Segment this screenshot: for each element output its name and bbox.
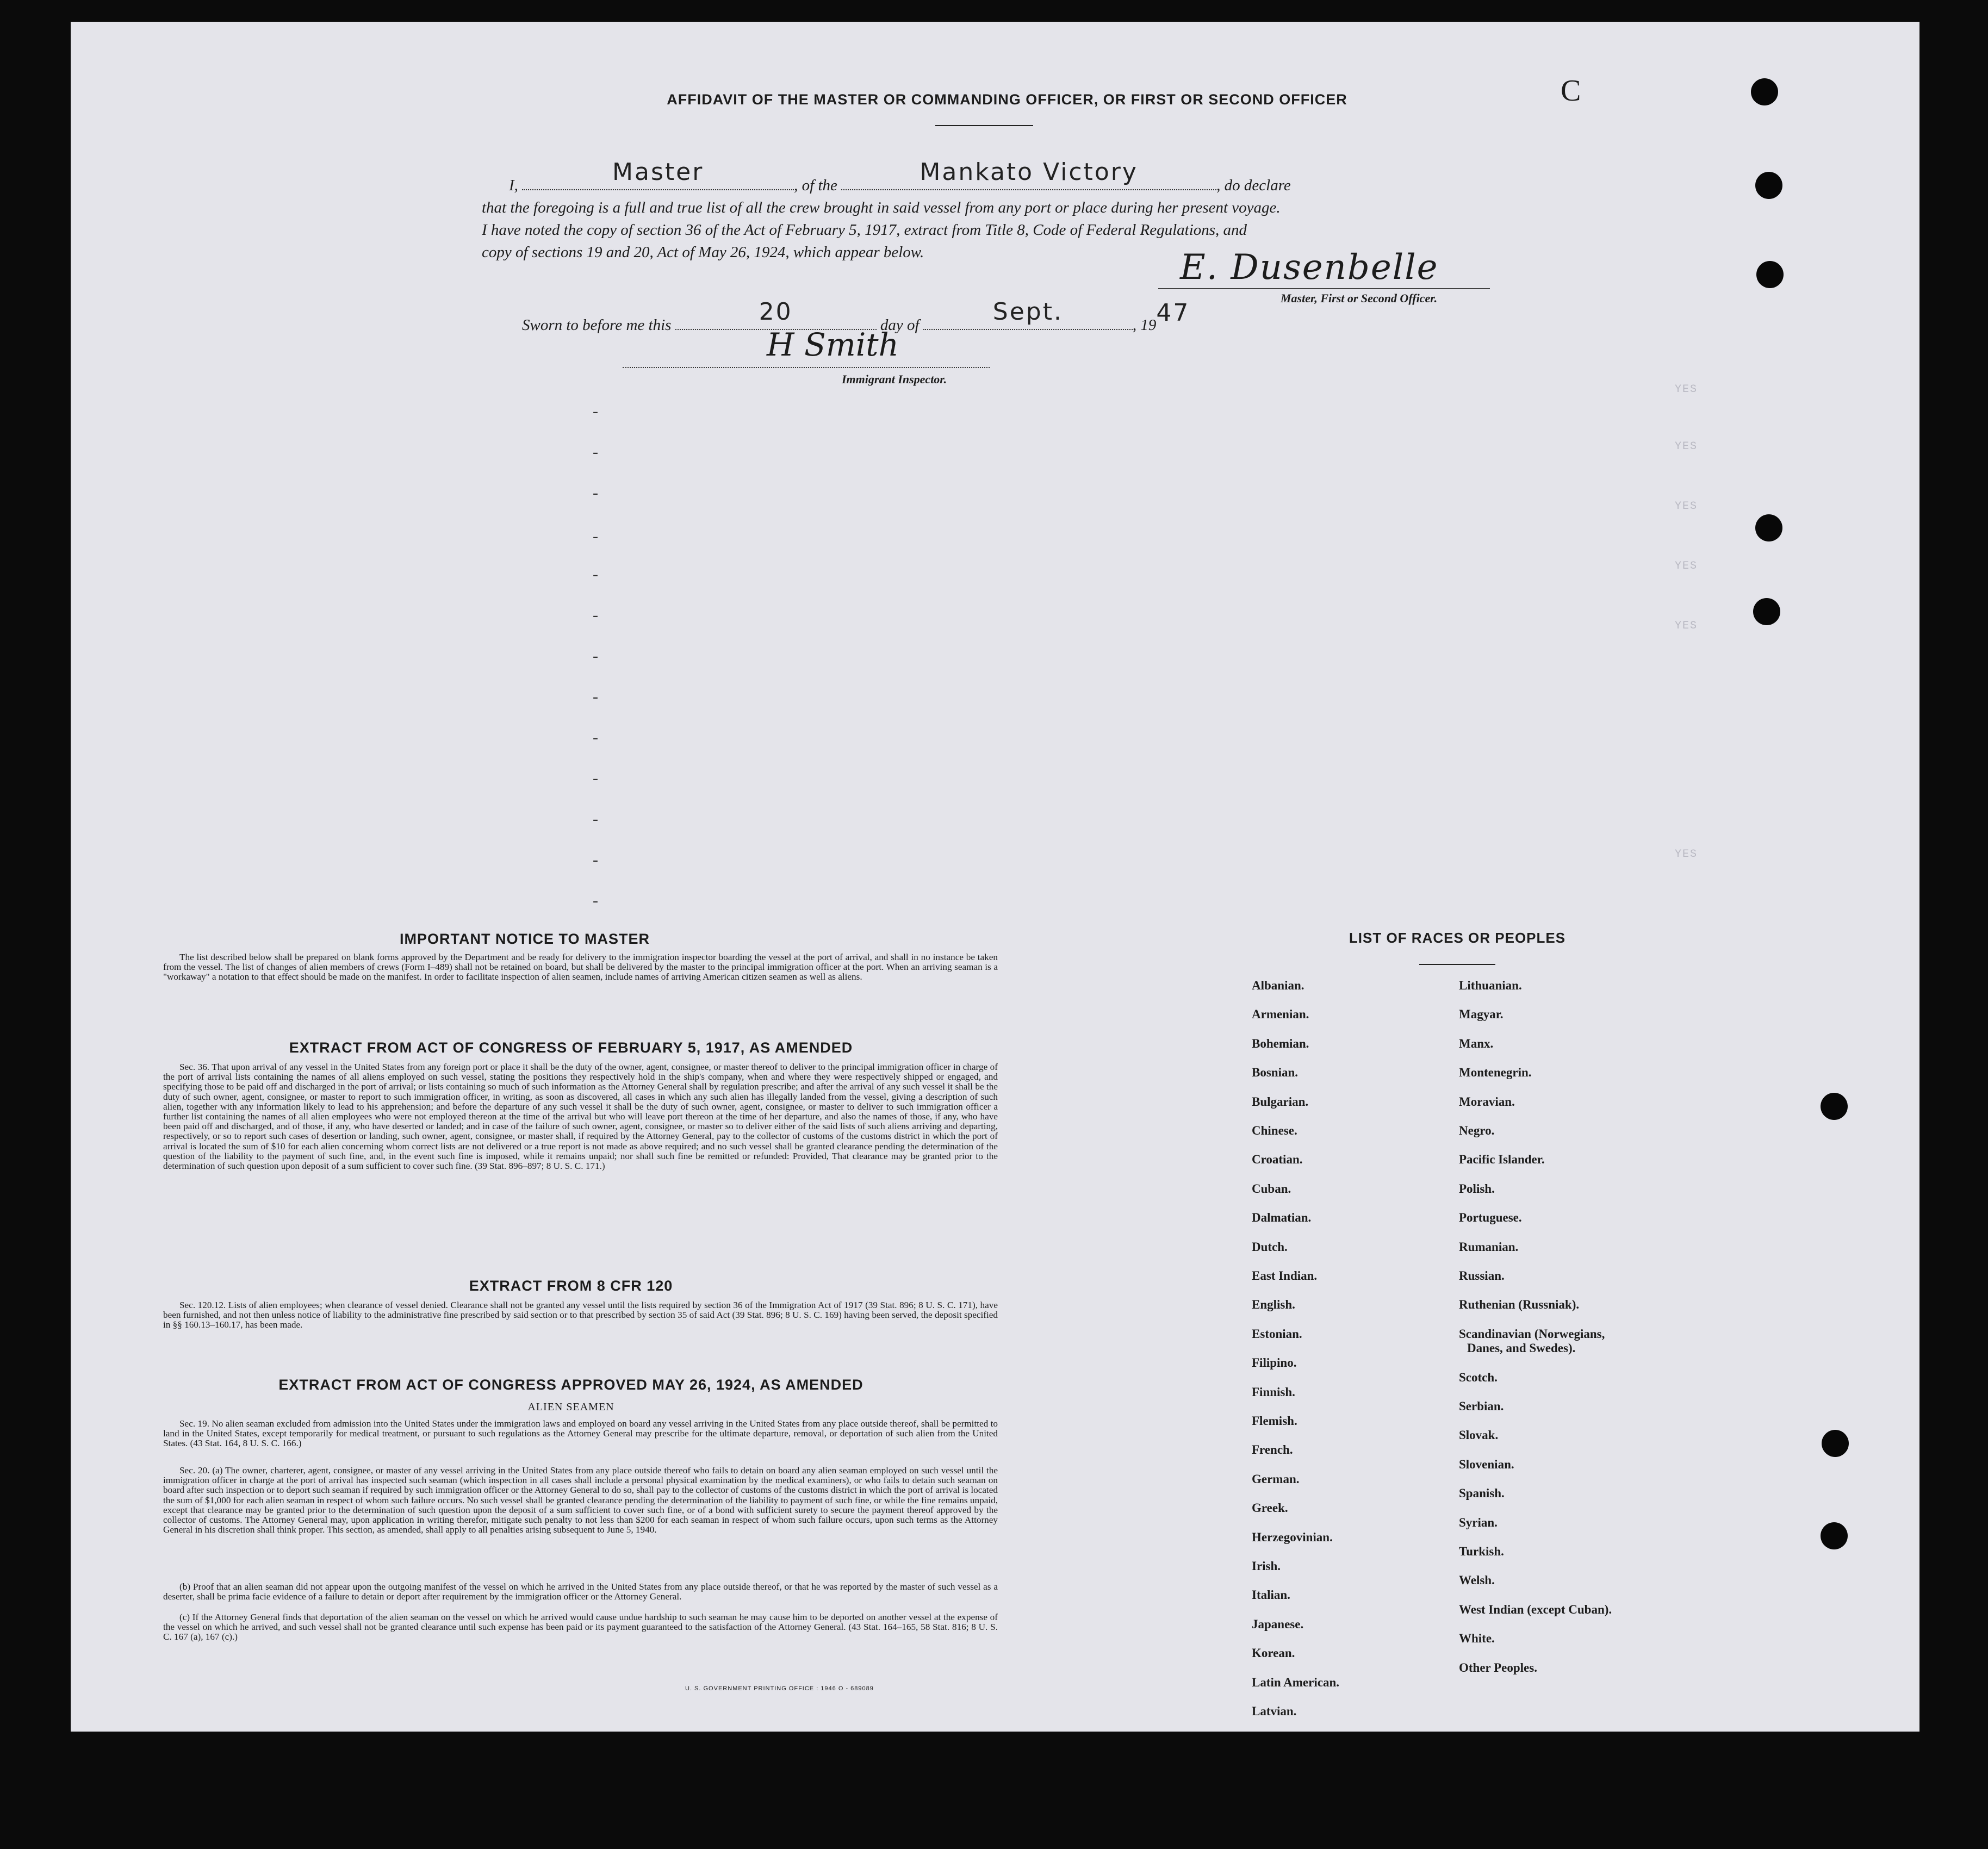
affidavit-title: AFFIDAVIT OF THE MASTER OR COMMANDING OFFICER, OR FIRST OR SECOND OFFICER xyxy=(667,91,1347,108)
dash-mark: - xyxy=(593,769,598,787)
race-item: Herzegovinian. xyxy=(1252,1530,1333,1544)
race-item: Albanian. xyxy=(1252,979,1304,992)
sworn-day-handwritten: 20 xyxy=(759,298,793,326)
bleed-through-text: YES xyxy=(1675,620,1698,632)
sworn-month-field xyxy=(923,298,1133,330)
race-item: Scotch. xyxy=(1459,1370,1498,1384)
race-item: Korean. xyxy=(1252,1646,1295,1660)
extract-1924-sec20b: (b) Proof that an alien seaman did not appear upon the outgoing manifest of the vessel on which he arrived in the United States from any place outside thereof, or that he was reported by the master of such vessel as a deserter, shall be prima facie evidence of a failure to detain or deport after requirement by the immigration officer or the Attorney General. xyxy=(163,1582,998,1602)
dash-mark: - xyxy=(593,402,598,420)
race-item: West Indian (except Cuban). xyxy=(1459,1602,1612,1616)
race-item: Bosnian. xyxy=(1252,1066,1299,1080)
race-item: French. xyxy=(1252,1443,1293,1457)
races-title-rule xyxy=(1419,964,1495,965)
declaration-line-2: that the foregoing is a full and true list of all the crew brought in said vessel from any port or place during her present voyage. xyxy=(482,199,1281,216)
race-item: Russian. xyxy=(1459,1269,1505,1283)
notice-body: The list described below shall be prepared on blank forms approved by the Department and be ready for delivery to the immigration inspector boarding the vessel at the port of arrival, and shall in no instance be taken from the vessel. The list of changes of alien members of crews (Form I–489) shall not be retained on board, but shall be delivered by the master to the principal immigration officer at the port. When an arriving seaman is a "workaway" a notation to that effect should be made on the manifest. In order to facilitate inspection of alien seamen, include names of arriving American citizen seamen as well as aliens. xyxy=(163,952,998,982)
master-signature: E. Dusenbelle xyxy=(1180,247,1439,288)
dash-mark: - xyxy=(593,851,598,869)
extract-1924-sec20a: Sec. 20. (a) The owner, charterer, agent, consignee, or master of any vessel arriving in the United States from any place outside thereof who fails to detain on board any alien seaman employed on such vessel until the immigration officer in charge at the port of arrival has inspected such seaman (which inspection in all cases shall include a personal physical examination by the medical examiners), or who fails to detain such seaman on board after such inspection or to deport such seaman if required by such immigration officer or the Attorney General to do so, shall pay to the collector of customs of the customs district in which the port of arrival is located the sum of $1,000 for each alien seaman in respect of whom such failure occurs. No such vessel shall be granted clearance pending the determination of the liability to payment of such fine, or while the fine remains unpaid, except that clearance may be granted prior to the determination of such question upon the deposit of a sum sufficient to cover such fine, or of a bond with sufficient surety to secure the payment thereof approved by the collector of customs. The Attorney General may, upon application in writing therefor, mitigate such penalty to not less than $200 for each seaman in respect of whom such failure occurs, upon such terms as the Attorney General in his discretion shall think proper. This section, as amended, shall apply to all penalties arising subsequent to June 5, 1940. xyxy=(163,1465,998,1535)
race-item: Rumanian. xyxy=(1459,1240,1519,1254)
race-item: Croatian. xyxy=(1252,1153,1303,1167)
race-item: Manx. xyxy=(1459,1036,1494,1050)
dash-mark: - xyxy=(593,810,598,828)
race-item: Lithuanian. xyxy=(1459,979,1522,992)
race-item: Dalmatian. xyxy=(1252,1211,1312,1225)
extract-1924-title: EXTRACT FROM ACT OF CONGRESS APPROVED MAY 26, 1924, AS AMENDED xyxy=(278,1377,863,1393)
race-item: Slovak. xyxy=(1459,1428,1499,1442)
year-prefix: , 19 xyxy=(1132,316,1157,334)
race-item: Latin American. xyxy=(1252,1675,1339,1689)
dash-mark: - xyxy=(593,527,598,545)
bleed-through-text: YES xyxy=(1675,500,1698,513)
sworn-year-field xyxy=(1156,299,1190,330)
dash-mark: - xyxy=(593,565,598,583)
race-item: Cuban. xyxy=(1252,1181,1291,1196)
race-item: Chinese. xyxy=(1252,1124,1297,1137)
of-the-label: , of the xyxy=(794,177,837,194)
race-item: Slovenian. xyxy=(1459,1457,1514,1471)
punch-hole xyxy=(1753,598,1780,625)
race-item: Pacific Islander. xyxy=(1459,1153,1545,1167)
extract-1924-sec19: Sec. 19. No alien seaman excluded from admission into the United States under the immigration laws and employed on board any vessel arriving in the United States from any place outside thereof, shall be permitted to land in the United States, except temporarily for medical treatment, or pursuant to such regulations as the Attorney General may prescribe for the ultimate departure, removal, or deportation of such alien from the United States. (43 Stat. 164, 8 U. S. C. 166.) xyxy=(163,1418,998,1449)
dash-mark: - xyxy=(593,606,598,624)
extract-1924-subtitle: ALIEN SEAMEN xyxy=(527,1401,614,1413)
extract-cfr-body: Sec. 120.12. Lists of alien employees; when clearance of vessel denied. Clearance shall not be granted any vessel until the lists required by section 36 of the Immigration Act of 1917 (39 Stat. 896; 8 U. S. C. 171), have been furnished, and not then unless notice of liability to the administrative fine prescribed by said section or to that prescribed by section 35 of said Act (39 Stat. 896; 8 U. S. C. 169) having been served, the deposit specified in §§ 160.13–160.17, has been made. xyxy=(163,1300,998,1330)
dash-mark: - xyxy=(593,729,598,746)
vessel-name-handwritten: Mankato Victory xyxy=(920,158,1138,186)
race-item: Spanish. xyxy=(1459,1486,1505,1501)
extract-1924-sec20c: (c) If the Attorney General finds that deportation of the alien seaman on the vessel on which he arrived would cause undue hardship to such seaman he may cause him to be deported on another vessel at the expense of the vessel on which he arrived, and such vessel shall not be granted clearance until such expense has been paid or its payment guaranteed to the satisfaction of the Attorney General. (43 Stat. 164–165, 58 Stat. 816; 8 U. S. C. 167 (a), 167 (c).) xyxy=(163,1612,998,1642)
race-item: Latvian. xyxy=(1252,1704,1297,1718)
extract-1917-title: EXTRACT FROM ACT OF CONGRESS OF FEBRUARY 5, 1917, AS AMENDED xyxy=(289,1039,853,1056)
dash-mark: - xyxy=(593,892,598,910)
declaration-line-4: copy of sections 19 and 20, Act of May 26, 1924, which appear below. xyxy=(482,244,924,261)
race-item: Negro. xyxy=(1459,1124,1495,1137)
sworn-month-handwritten: Sept. xyxy=(992,298,1063,326)
declaration-line-1 xyxy=(482,158,1564,197)
race-item: Turkish. xyxy=(1459,1545,1504,1558)
decl-suffix: , do declare xyxy=(1216,177,1291,194)
race-item: Other Peoples. xyxy=(1459,1660,1537,1674)
corner-mark: C xyxy=(1561,74,1581,108)
race-item: Serbian. xyxy=(1459,1399,1504,1413)
punch-hole xyxy=(1821,1093,1848,1120)
race-item: Armenian. xyxy=(1252,1007,1309,1022)
race-item: Bulgarian. xyxy=(1252,1094,1309,1109)
decl-prefix: I, xyxy=(509,177,518,194)
punch-hole xyxy=(1755,172,1782,199)
punch-hole xyxy=(1756,261,1784,288)
race-item: Ruthenian (Russniak). xyxy=(1459,1298,1580,1312)
race-item: Syrian. xyxy=(1459,1515,1498,1529)
bleed-through-text: YES xyxy=(1675,440,1698,453)
vessel-name-field xyxy=(841,158,1216,190)
race-item: Irish. xyxy=(1252,1559,1281,1573)
day-of-label: day of xyxy=(880,316,920,334)
officer-rank-handwritten: Master xyxy=(612,158,704,186)
bleed-through-text: YES xyxy=(1675,848,1698,861)
dash-mark: - xyxy=(593,688,598,706)
sworn-year-handwritten: 47 xyxy=(1156,299,1190,327)
dash-mark: - xyxy=(593,484,598,502)
race-item: Danes, and Swedes). xyxy=(1467,1341,1576,1355)
extract-1917-body: Sec. 36. That upon arrival of any vessel in the United States from any foreign port or place it shall be the duty of the owner, agent, consignee, or master thereof to deliver to the principal immigration officer in charge of the port of arrival lists containing the names of all aliens employed on such vessel, stating the positions they respectively hold in the ship's company, when and where they were respectively shipped or engaged, and specifying those to be paid off and discharged in the port of arrival; or lists containing so much of such information as the Attorney General shall by regulation prescribe; and after the arrival of any such vessel it shall be the duty of such owner, agent, consignee, or master to report to such immigration officer, in writing, as soon as discovered, all cases in which any such alien has illegally landed from the vessel, giving a description of such alien, together with any information likely to lead to his apprehension; and before the departure of any such vessel it shall be the duty of such owner, agent, consignee, or master to deliver to such immigration officer a further list containing the names of all alien employees who were not employed thereon at the time of the arrival but who will leave port thereon at the time of her departure, and also the names of those, if any, who have been paid off and discharged, and of those, if any, who have deserted or landed; and in case of the failure of such owner, agent, consignee, or master so to deliver either of the said lists of such aliens arriving and departing, respectively, or so to report such cases of desertion or landing, such owner, agent, consignee, or master shall, if required by the Attorney General, pay to the collector of customs of the customs district in which the port of arrival is located the sum of $10 for each alien concerning whom correct lists are not delivered or a true report is not made as above required; and no such vessel shall be granted clearance pending the determination of the question of the liability to the payment of such fine, and, in the event such fine is imposed, while it remains unpaid; nor shall such fine be remitted or refunded: Provided, That clearance may be granted prior to the determination of such question upon deposit of a sum sufficient to cover such fine. (39 Stat. 896–897; 8 U. S. C. 171.) xyxy=(163,1062,998,1172)
race-item: Greek. xyxy=(1252,1501,1288,1515)
punch-hole xyxy=(1822,1430,1849,1457)
race-item: Montenegrin. xyxy=(1459,1066,1532,1080)
race-item: Bohemian. xyxy=(1252,1036,1309,1050)
inspector-line xyxy=(623,367,990,368)
race-item: Italian. xyxy=(1252,1588,1290,1602)
bleed-through-text: YES xyxy=(1675,560,1698,572)
race-item: English. xyxy=(1252,1298,1295,1312)
race-item: Polish. xyxy=(1459,1181,1495,1196)
form-page xyxy=(71,22,1919,1732)
signature-line xyxy=(1158,288,1490,289)
race-item: Filipino. xyxy=(1252,1356,1297,1370)
extract-cfr-title: EXTRACT FROM 8 CFR 120 xyxy=(469,1278,673,1294)
race-item: Moravian. xyxy=(1459,1094,1515,1109)
officer-rank-field xyxy=(522,158,794,190)
punch-hole xyxy=(1755,514,1782,541)
punch-hole xyxy=(1821,1522,1848,1549)
declaration-line-3: I have noted the copy of section 36 of the Act of February 5, 1917, extract from Title 8, Code of Federal Regulations, and xyxy=(482,221,1247,239)
race-item: Magyar. xyxy=(1459,1007,1504,1022)
signature-caption: Master, First or Second Officer. xyxy=(1281,291,1438,305)
race-item: White. xyxy=(1459,1632,1495,1646)
bleed-through-text: YES xyxy=(1675,383,1698,396)
race-item: Finnish. xyxy=(1252,1385,1295,1399)
race-item: Flemish. xyxy=(1252,1414,1297,1428)
dash-mark: - xyxy=(593,647,598,665)
races-title: LIST OF RACES OR PEOPLES xyxy=(1349,930,1566,946)
inspector-caption: Immigrant Inspector. xyxy=(842,372,947,386)
printer-imprint: U. S. GOVERNMENT PRINTING OFFICE : 1946 O - 689089 xyxy=(685,1685,874,1692)
notice-title: IMPORTANT NOTICE TO MASTER xyxy=(400,931,650,947)
race-item: German. xyxy=(1252,1472,1300,1486)
race-item: Welsh. xyxy=(1459,1573,1495,1587)
race-item: Portuguese. xyxy=(1459,1211,1522,1225)
race-item: East Indian. xyxy=(1252,1269,1318,1283)
sworn-prefix: Sworn to before me this xyxy=(522,316,672,334)
race-item: Scandinavian (Norwegians, xyxy=(1459,1327,1605,1341)
race-item: Estonian. xyxy=(1252,1327,1302,1341)
punch-hole xyxy=(1751,78,1778,105)
race-item: Dutch. xyxy=(1252,1240,1288,1254)
race-item: Japanese. xyxy=(1252,1617,1304,1631)
title-rule xyxy=(935,125,1033,126)
inspector-signature: H Smith xyxy=(767,326,899,363)
dash-mark: - xyxy=(593,443,598,461)
